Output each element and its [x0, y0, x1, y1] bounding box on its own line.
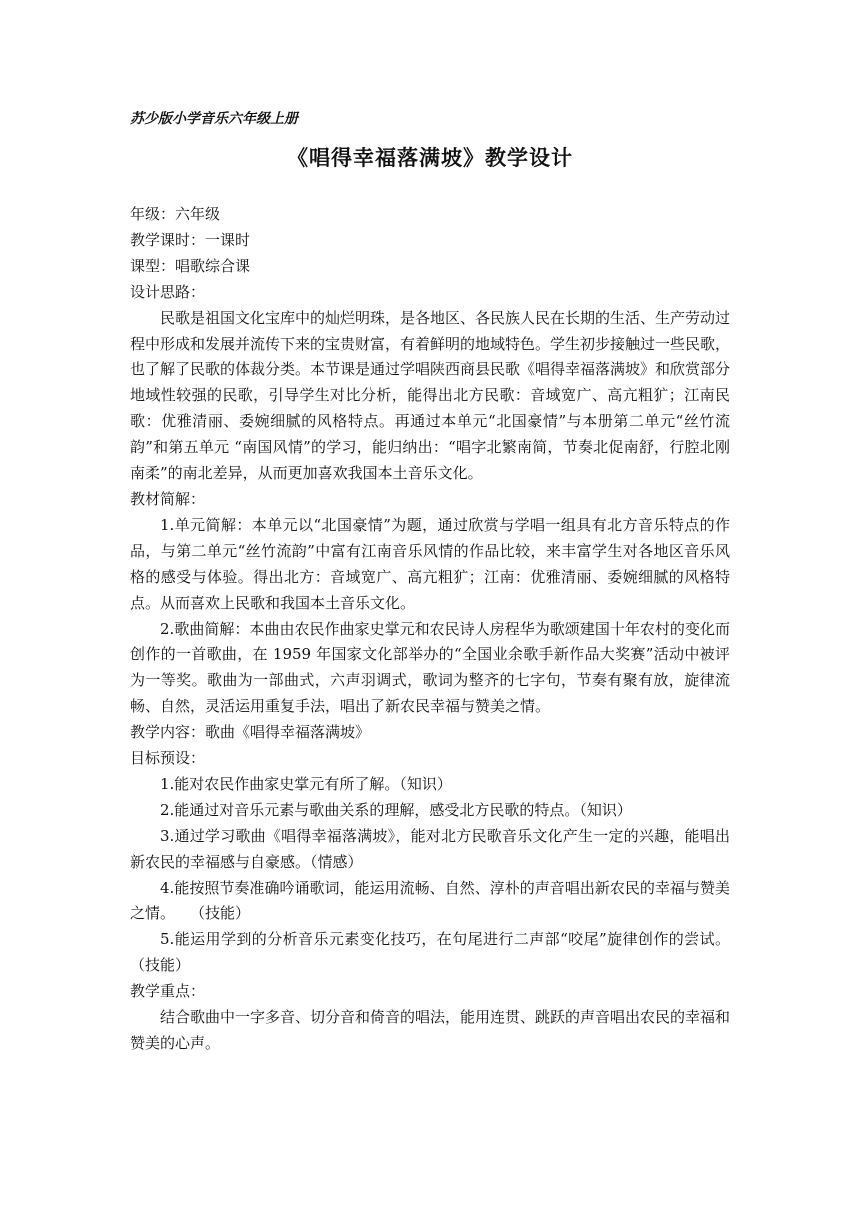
grade-line: 年级：六年级: [130, 205, 221, 223]
content-line: 教学内容：歌曲《唱得幸福落满坡》: [130, 723, 371, 742]
goal-item-5: 5.能运用学到的分析音乐元素变化技巧，在句尾进行二声部“咬尾”旋律创作的尝试。（技能）: [130, 930, 730, 975]
goals-heading: 目标预设：: [130, 749, 206, 768]
document-title: 《唱得幸福落满坡》教学设计: [287, 146, 573, 170]
material-heading: 教材简解：: [130, 489, 206, 508]
class-type-line: 课型：唱歌综合课: [130, 256, 251, 275]
design-heading: 设计思路：: [130, 282, 206, 301]
goal-item-4: 4.能按照节奏准确吟诵歌词，能运用流畅、自然、淳朴的声音唱出新农民的幸福与赞美之情。 （技能）: [130, 878, 730, 923]
goal-item-1: 1.能对农民作曲家史掌元有所了解。（知识）: [160, 774, 452, 793]
goal-item-3: 3.通过学习歌曲《唱得幸福落满坡》，能对北方民歌音乐文化产生一定的兴趣，能唱出新农民的幸福感与自豪感。（情感）: [130, 826, 730, 871]
focus-paragraph: 结合歌曲中一字多音、切分音和倚音的唱法，能用连贯、跳跃的声音唱出农民的幸福和赞美的心声。: [130, 1008, 731, 1052]
focus-heading: 教学重点：: [130, 982, 206, 1001]
goal-item-2: 2.能通过对音乐元素与歌曲关系的理解，感受北方民歌的特点。（知识）: [160, 800, 632, 819]
document-subtitle: 苏少版小学音乐六年级上册: [130, 111, 298, 127]
document-body: [130, 202, 730, 1057]
class-hours-line: 教学课时：一课时: [130, 230, 251, 249]
material-song-paragraph: 2.歌曲简解：本曲由农民作曲家史掌元和农民诗人房程华为歌颂建国十年农村的变化而创作的一首歌曲，在 1959 年国家文化部举办的“全国业余歌手新作品大奖赛”活动中被评为一等奖。歌曲为一部曲式，六声羽调式，歌词为整齐的七字句，节奏有聚有放，旋律流畅、自然，灵活运用重复手法，唱出了新农民幸福与赞美之情。: [130, 619, 730, 716]
material-unit-paragraph: 1.单元简解：本单元以“北国豪情”为题，通过欣赏与学唱一组具有北方音乐特点的作品，与第二单元“丝竹流韵”中富有江南音乐风情的作品比较，来丰富学生对各地区音乐风格的感受与体验。得出北方：音域宽广、高亢粗犷；江南：优雅清丽、委婉细腻的风格特点。从而喜欢上民歌和我国本土音乐文化。: [130, 515, 730, 612]
design-paragraph: 民歌是祖国文化宝库中的灿烂明珠，是各地区、各民族人民在长期的生活、生产劳动过程中形成和发展并流传下来的宝贵财富，有着鲜明的地域特色。学生初步接触过一些民歌，也了解了民歌的体裁分类。本节课是通过学唱陕西商县民歌《唱得幸福落满坡》和欣赏部分地域性较强的民歌，引导学生对比分析，能得出北方民歌：音域宽广、高亢粗犷；江南民歌：优雅清丽、委婉细腻的风格特点。再通过本单元“北国豪情”与本册第二单元“丝竹流韵”和第五单元 “南国风情”的学习，能归纳出：“唱字北繁南简，节奏北促南舒，行腔北刚南柔”的南北差异，从而更加喜欢我国本土音乐文化。: [130, 308, 731, 483]
